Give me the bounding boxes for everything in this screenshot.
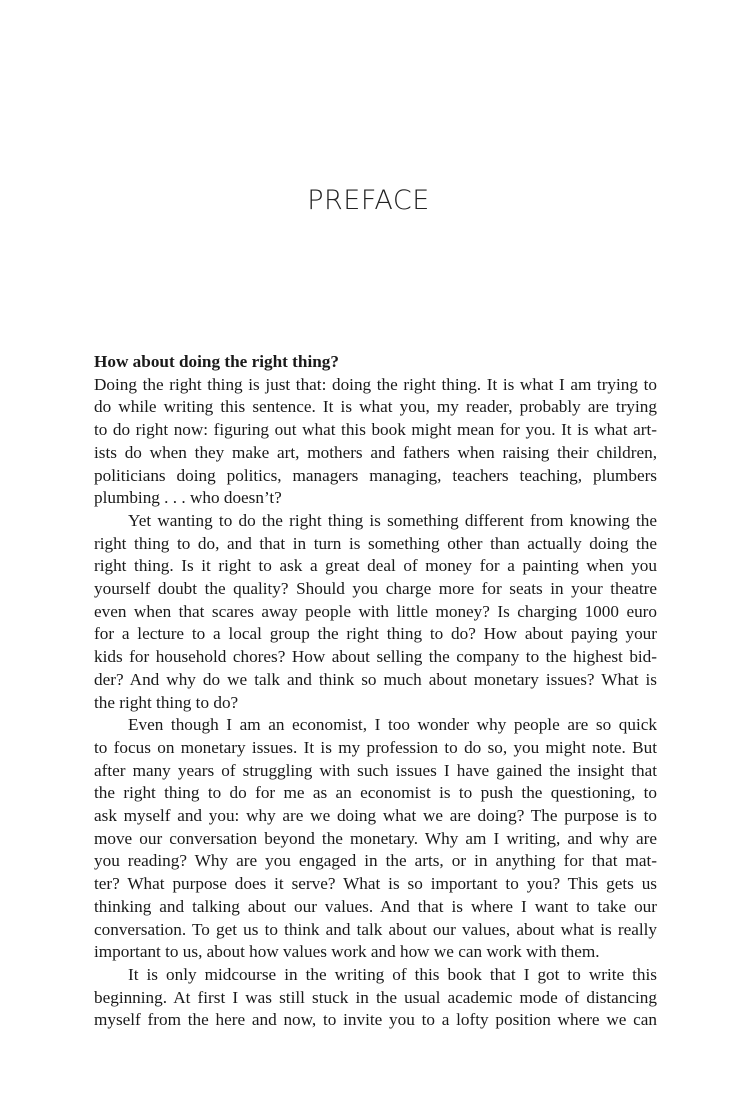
text-line: even when that scares away people with little money? Is charging 1000 euro [94,601,657,621]
text-line: der? And why do we talk and think so much about monetary issues? What is [94,669,657,689]
text-line: the right thing to do? [94,692,239,712]
text-line: move our conversation beyond the monetary. Why am I writing, and why are [94,828,657,848]
text-line: yourself doubt the quality? Should you charge more for seats in your theatre [94,579,657,599]
text-line: Even though I am an economist, I too wonder why people are so quick [128,715,657,735]
text-line: conversation. To get us to think and talk about our values, about what is really [94,919,657,939]
text-line: for a lecture to a local group the right thing to do? How about paying your [94,624,657,644]
text-line: the right thing to do for me as an economist is to push the questioning, to [94,783,657,803]
text-line: It is only midcourse in the writing of this book that I got to write this [128,964,657,984]
text-line: plumbing . . . who doesn’t? [94,488,282,508]
paragraphs [94,374,657,1032]
text-line: ter? What purpose does it serve? What is so important to you? This gets us [94,874,657,894]
text-line: Doing the right thing is just that: doing the right thing. It is what I am trying to [94,374,657,394]
chapter-title: PREFACE [307,185,430,216]
text-line: you reading? Why are you engaged in the arts, or in anything for that mat- [94,851,657,871]
text-line: do while writing this sentence. It is what you, my reader, probably are trying [94,397,657,417]
text-line: ask myself and you: why are we doing what we are doing? The purpose is to [94,806,657,826]
text-line: myself from the here and now, to invite you to a lofty position where we can [94,1010,657,1030]
text-line: to do right now: figuring out what this book might mean for you. It is what art- [94,420,657,440]
text-line: politicians doing politics, managers managing, teachers teaching, plumbers [94,465,657,485]
text-line: right thing to do, and that in turn is something other than actually doing the [94,533,657,553]
text-line: thinking and talking about our values. And that is where I want to take our [94,896,657,916]
text-line: to focus on monetary issues. It is my profession to do so, you might note. But [94,737,657,757]
text-line: ists do when they make art, mothers and fathers when raising their children, [94,442,657,462]
body-text [94,351,657,1032]
text-line: important to us, about how values work and how we can work with them. [94,942,600,962]
text-line: Yet wanting to do the right thing is something different from knowing the [128,510,657,530]
text-line: after many years of struggling with such issues I have gained the insight that [94,760,657,780]
text-line: right thing. Is it right to ask a great deal of money for a painting when you [94,556,657,576]
text-line: beginning. At first I was still stuck in the usual academic mode of distancing [94,987,657,1007]
section-heading: How about doing the right thing? [94,352,339,371]
text-line: kids for household chores? How about selling the company to the highest bid- [94,647,657,667]
